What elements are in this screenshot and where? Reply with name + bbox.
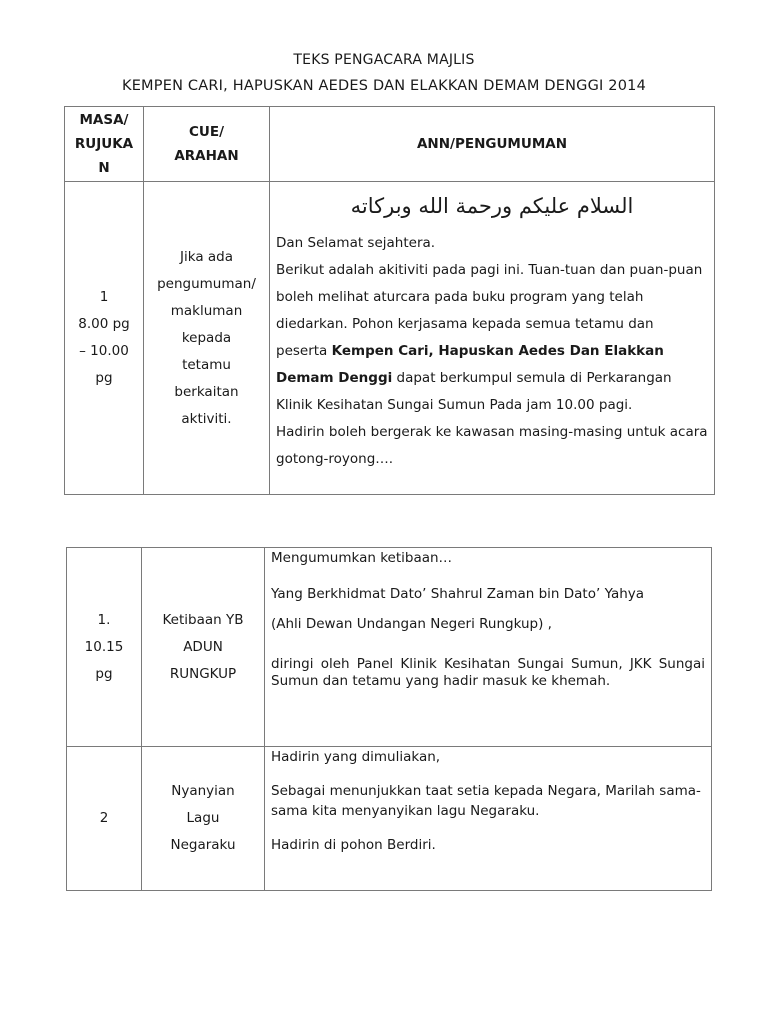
- cue-text: Negaraku: [170, 837, 236, 853]
- table-row: [65, 182, 715, 495]
- table-row: [67, 747, 712, 891]
- cell-announcement: [265, 548, 712, 747]
- masa-text: 8.00 pg: [78, 316, 130, 332]
- table-header-row: [65, 107, 715, 182]
- document-title: TEKS PENGACARA MAJLIS: [293, 52, 475, 68]
- cell-masa: [67, 747, 142, 891]
- cell-announcement: [265, 747, 712, 891]
- paragraph: Hadirin boleh bergerak ke kawasan masing-masing untuk acara gotong-royong….: [276, 424, 708, 467]
- paragraph: Dan Selamat sejahtera.: [276, 235, 436, 251]
- schedule-table-2: [66, 547, 712, 891]
- paragraph: Mengumumkan ketibaan…: [271, 550, 453, 566]
- cue-text: Jika ada: [180, 248, 233, 265]
- paragraph: Yang Berkhidmat Dato’ Shahrul Zaman bin Dato’ Yahya: [271, 586, 645, 602]
- document-subtitle: KEMPEN CARI, HAPUSKAN AEDES DAN ELAKKAN DEMAM DENGGI 2014: [121, 78, 646, 94]
- table-row: [67, 548, 712, 747]
- cue-text: aktiviti.: [181, 410, 232, 427]
- cell-masa: [65, 182, 144, 495]
- paragraph: (Ahli Dewan Undangan Negeri Rungkup) ,: [271, 616, 552, 632]
- paragraph-text: dapat berkumpul semula di Perkarangan Klinik Kesihatan Sungai Sumun Pada jam 10.00 pagi.: [276, 370, 672, 413]
- header-cue-arahan: [144, 107, 270, 182]
- masa-text: 2: [99, 810, 109, 826]
- header-text: CUE/: [188, 124, 225, 140]
- cell-cue: [142, 548, 265, 747]
- cue-text: Nyanyian: [171, 783, 235, 799]
- cell-cue: [144, 182, 270, 495]
- cell-masa: [67, 548, 142, 747]
- cue-text: kepada: [181, 329, 232, 346]
- cue-text: pengumuman/: [157, 275, 256, 292]
- masa-text: – 10.00: [79, 343, 129, 359]
- paragraph-text: Berikut adalah akitiviti pada pagi ini. Tuan-tuan dan puan-puan boleh melihat aturcara pada buku program yang telah diedarkan. Pohon kerjasama kepada semua tetamu dan peserta: [276, 262, 703, 359]
- schedule-table-1: [64, 106, 715, 495]
- cue-text: ADUN: [183, 638, 223, 655]
- header-masa-rujukan: [65, 107, 144, 182]
- masa-text: 10.15: [84, 638, 124, 655]
- cue-text: RUNGKUP: [169, 665, 237, 682]
- paragraph: diringi oleh Panel Klinik Kesihatan Sungai Sumun, JKK Sungai Sumun dan tetamu yang hadir masuk ke khemah.: [271, 656, 705, 689]
- event-name-bold: Kempen Cari, Hapuskan Aedes Dan Elakkan Demam Denggi: [276, 343, 664, 386]
- paragraph: Hadirin di pohon Berdiri.: [271, 837, 436, 853]
- masa-text: pg: [95, 665, 113, 682]
- header-text: N: [98, 160, 110, 176]
- header-text: RUJUKA: [74, 136, 134, 152]
- header-text: MASA/: [79, 112, 129, 128]
- cue-text: Lagu: [186, 810, 220, 826]
- masa-text: 1.: [97, 611, 111, 628]
- arabic-greeting: السلام عليكم ورحمة الله وبركاته: [350, 194, 634, 218]
- cell-announcement: [270, 182, 715, 495]
- cell-cue: [142, 747, 265, 891]
- cue-text: makluman: [170, 302, 243, 319]
- paragraph: [276, 257, 708, 419]
- paragraph: Sebagai menunjukkan taat setia kepada Negara, Marilah sama-sama kita menyanyikan lagu Negaraku.: [271, 783, 701, 819]
- masa-text: 1: [99, 289, 109, 305]
- cue-text: tetamu: [182, 356, 231, 373]
- header-ann-pengumuman: ANN/PENGUMUMAN: [270, 107, 715, 182]
- cue-text: Ketibaan YB: [162, 611, 244, 628]
- paragraph: Hadirin yang dimuliakan,: [271, 749, 441, 765]
- cue-text: berkaitan: [174, 383, 239, 400]
- header-text: ARAHAN: [174, 148, 239, 164]
- masa-text: pg: [95, 370, 113, 386]
